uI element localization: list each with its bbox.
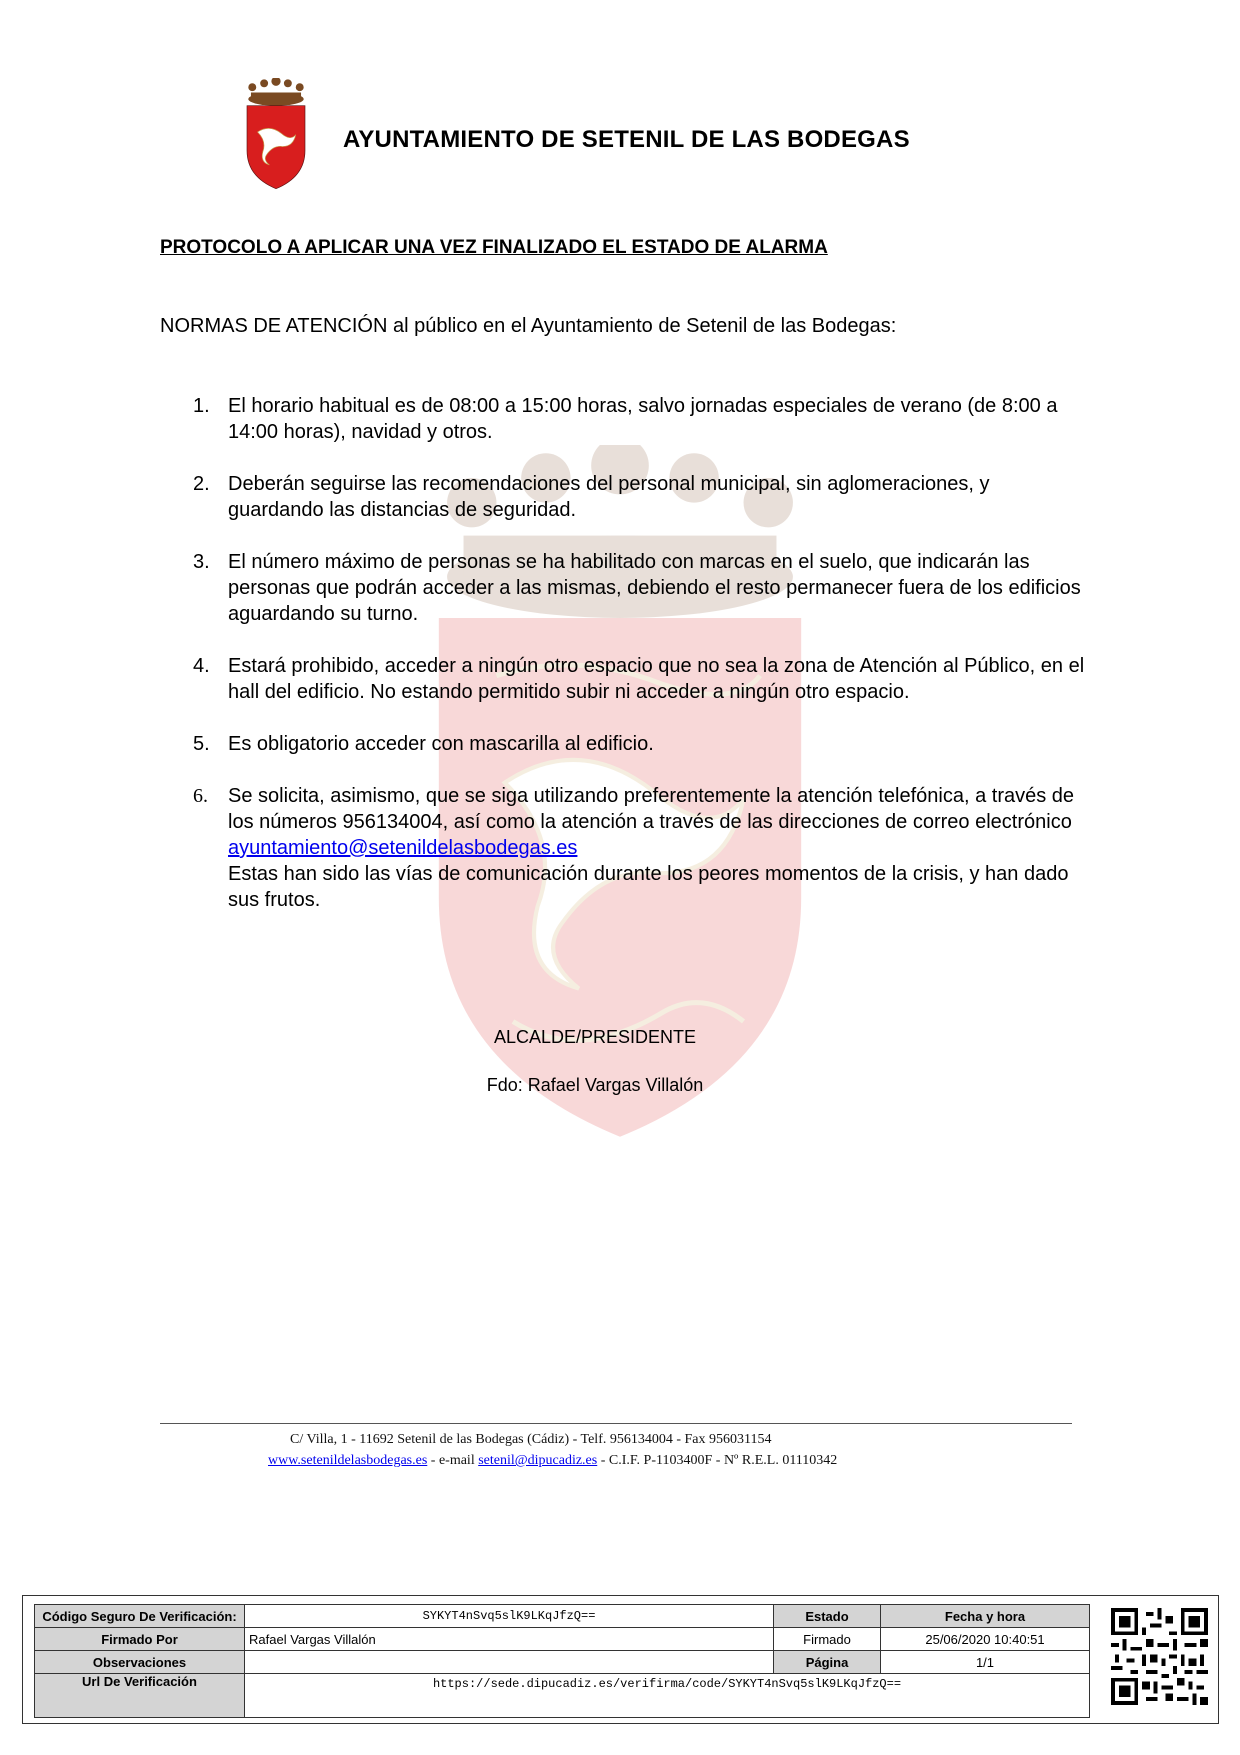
intro-paragraph: NORMAS DE ATENCIÓN al público en el Ayuntamiento de Setenil de las Bodegas: (160, 315, 897, 337)
list-item: 3. El número máximo de personas se ha habilitado con marcas en el suelo, que indicarán las personas que podrán acceder a las mismas, debiendo el resto permanecer fuera de los edificios aguardando su turno. (193, 551, 1081, 625)
list-item: 5. Es obligatorio acceder con mascarilla al edificio. (193, 733, 654, 755)
fecha-value: 25/06/2020 10:40:51 (881, 1628, 1090, 1651)
url-label: Url De Verificación (35, 1674, 245, 1718)
footer-address: C/ Villa, 1 - 11692 Setenil de las Bodegas (Cádiz) - Telf. 956134004 - Fax 956031154 (290, 1432, 772, 1447)
observaciones-label: Observaciones (35, 1651, 245, 1674)
signer-name: Fdo: Rafael Vargas Villalón (486, 1075, 704, 1095)
footer-email-link[interactable]: setenil@dipucadiz.es (478, 1453, 598, 1468)
document-title: PROTOCOLO A APLICAR UNA VEZ FINALIZADO EL ESTADO DE ALARMA (160, 237, 828, 258)
organization-name: AYUNTAMIENTO DE SETENIL DE LAS BODEGAS (343, 126, 910, 153)
csv-label: Código Seguro De Verificación: (35, 1605, 245, 1628)
pagina-label: Página (774, 1651, 881, 1674)
fecha-label: Fecha y hora (881, 1605, 1090, 1628)
verification-table (34, 1604, 1090, 1718)
norms-list (160, 393, 1090, 939)
coat-of-arms-logo (240, 78, 312, 190)
footer-contact: www.setenildelasbodegas.es - e-mail setenil@dipucadiz.es - C.I.F. P-1103400F - Nº R.E.L. 01110342 (268, 1453, 838, 1468)
observaciones-value (245, 1651, 774, 1674)
csv-value: SYKYT4nSvq5slK9LKqJfzQ== (245, 1605, 774, 1628)
qr-code-icon[interactable] (1111, 1608, 1208, 1705)
signer-role: ALCALDE/PRESIDENTE (493, 1027, 697, 1047)
pagina-value: 1/1 (881, 1651, 1090, 1674)
firmado-por-label: Firmado Por (35, 1628, 245, 1651)
email-link[interactable]: ayuntamiento@setenildelasbodegas.es (228, 837, 578, 859)
website-link[interactable]: www.setenildelasbodegas.es (268, 1453, 428, 1468)
list-item: 6. Se solicita, asimismo, que se siga utilizando preferentemente la atención telefónica, a través de los números 956134004, así como la atención a través de las direcciones de correo electrónico ayuntamiento@setenildelasbodegas.es Estas han sido las vías de comunicación durante los peores momentos de la crisis, y han dado sus frutos. (193, 785, 1075, 911)
url-value[interactable]: https://sede.dipucadiz.es/verifirma/code/SYKYT4nSvq5slK9LKqJfzQ== (245, 1674, 1090, 1718)
list-item: 1. El horario habitual es de 08:00 a 15:00 horas, salvo jornadas especiales de verano (de 8:00 a 14:00 horas), navidad y otros. (193, 395, 1058, 443)
firmado-por-value: Rafael Vargas Villalón (245, 1628, 774, 1651)
list-item: 2. Deberán seguirse las recomendaciones del personal municipal, sin aglomeraciones, y guardando las distancias de seguridad. (193, 473, 990, 521)
estado-value: Firmado (774, 1628, 881, 1651)
estado-label: Estado (774, 1605, 881, 1628)
footer-divider (160, 1423, 1072, 1424)
list-item: 4. Estará prohibido, acceder a ningún otro espacio que no sea la zona de Atención al Público, en el hall del edificio. No estando permitido subir ni acceder a ningún otro espacio. (193, 655, 1085, 703)
